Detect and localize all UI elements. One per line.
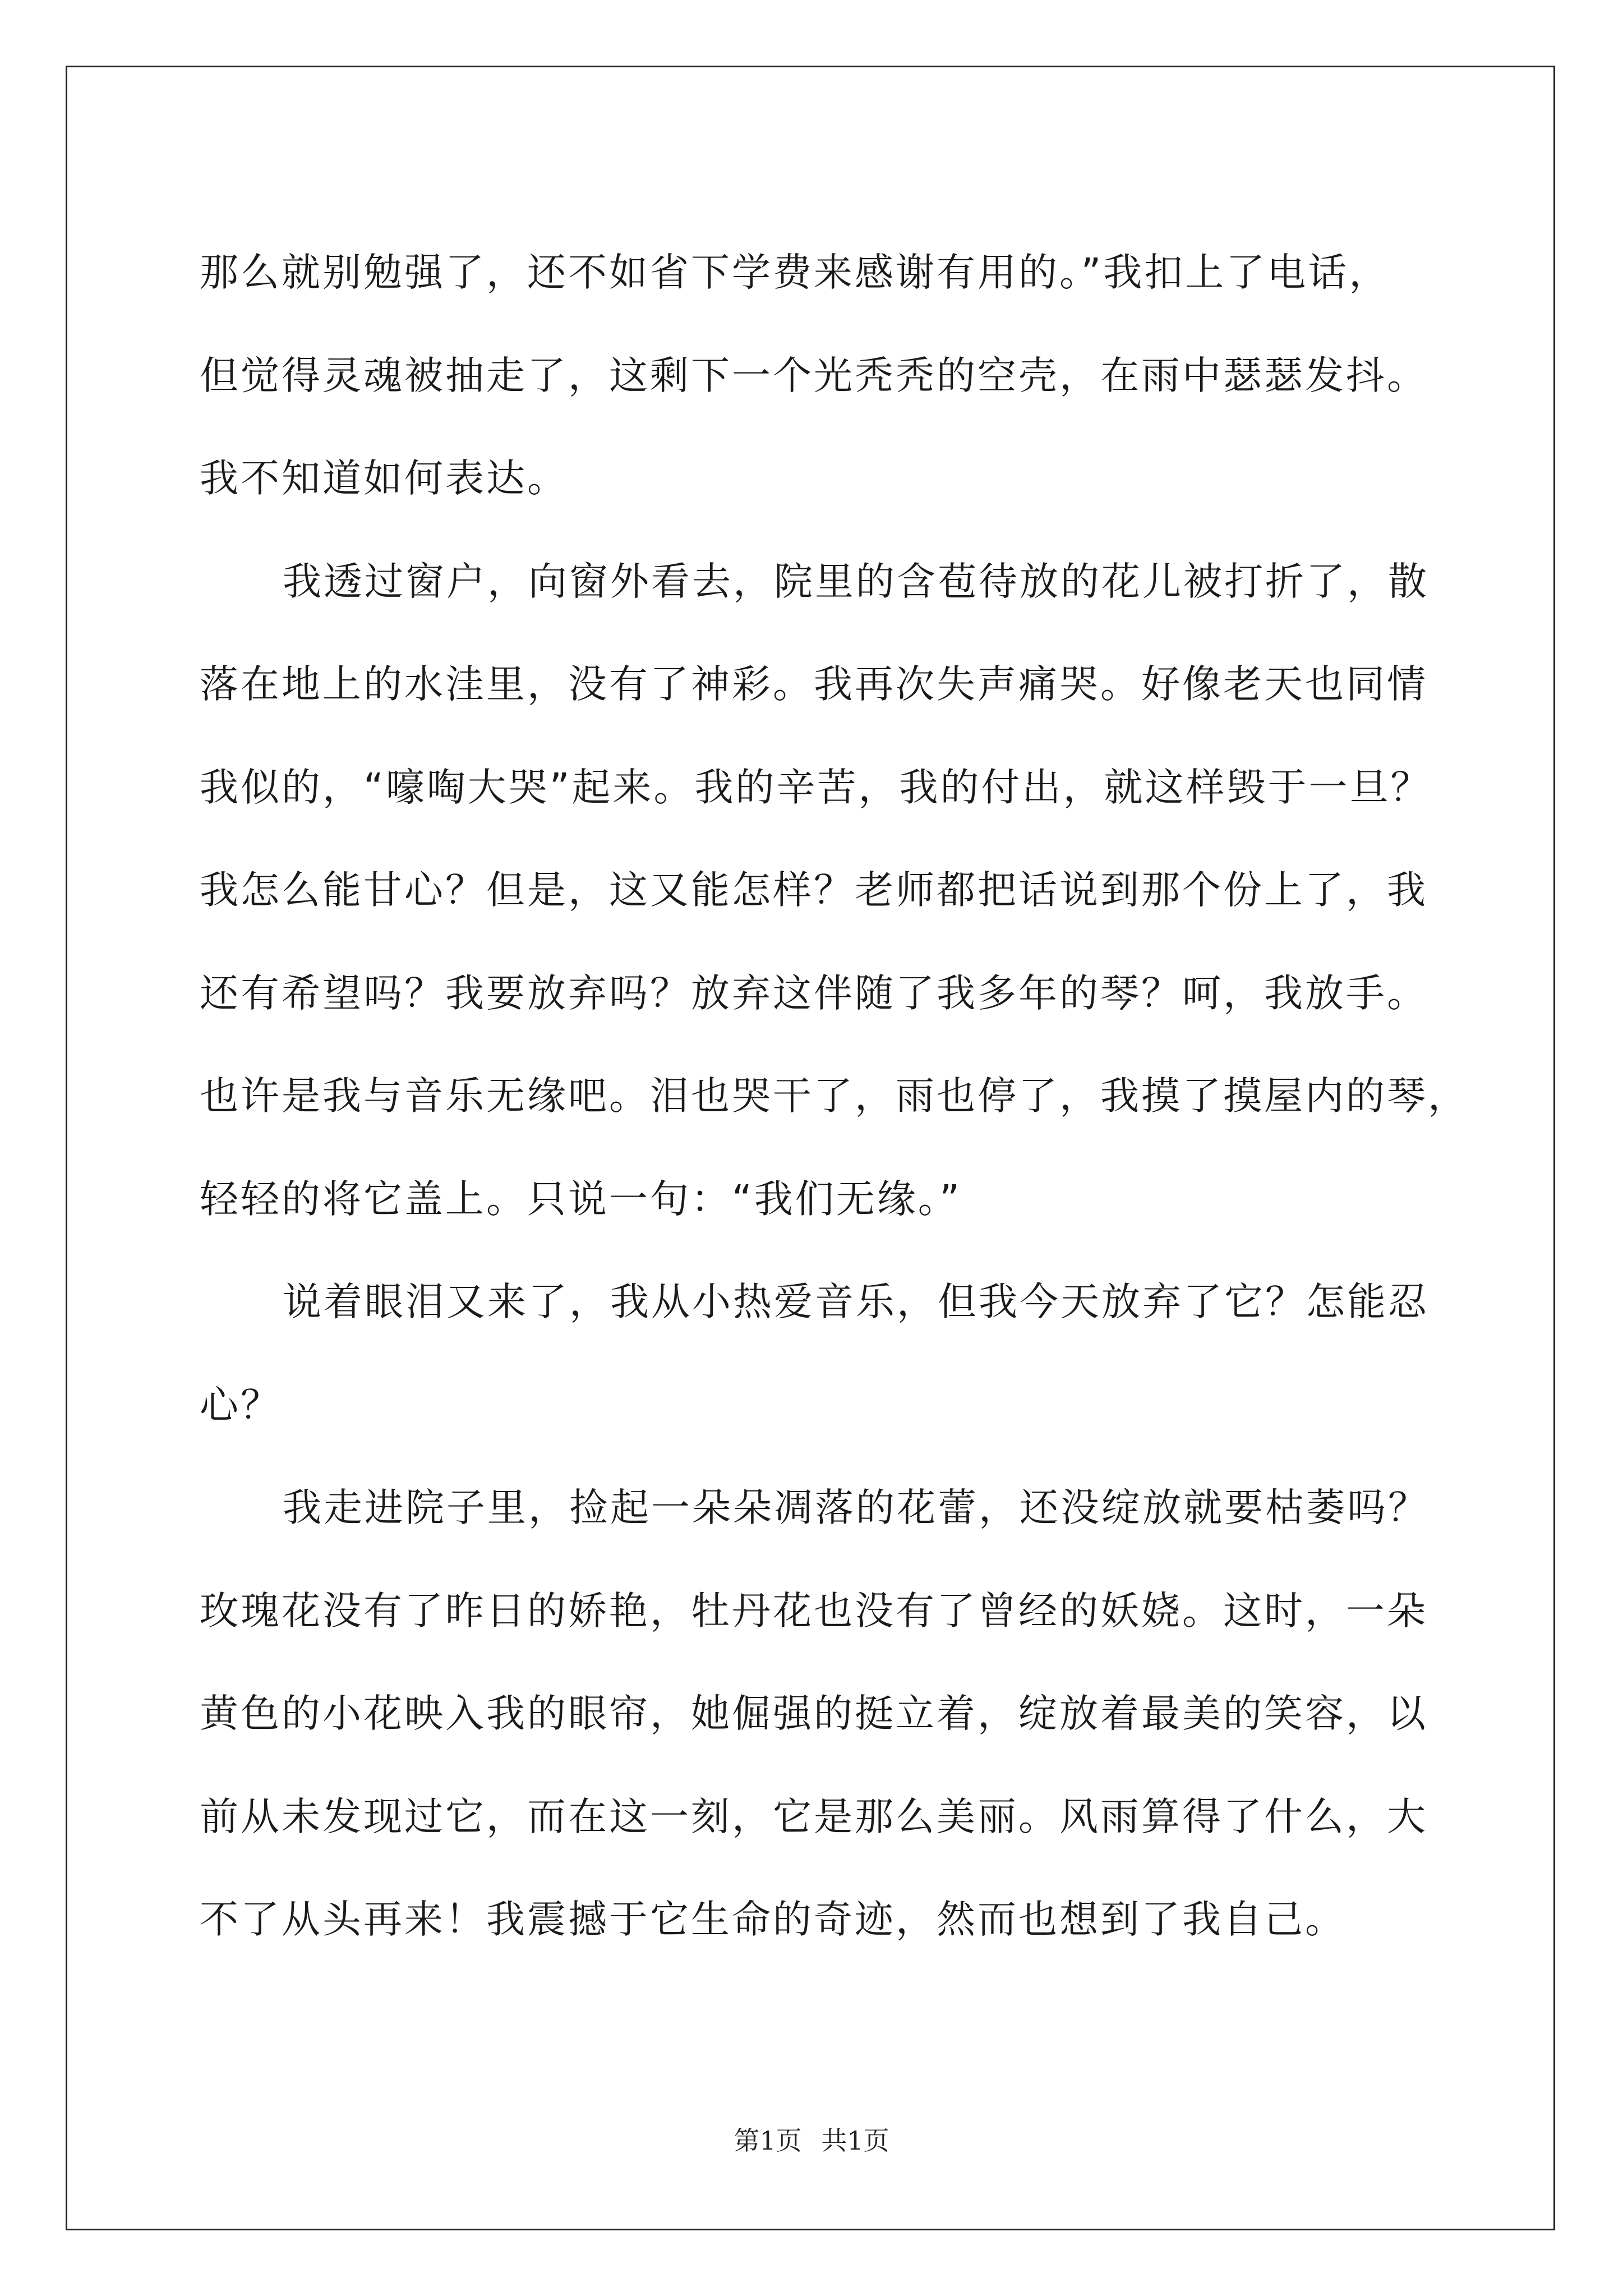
text-line: 我怎么能甘心？但是，这又能怎样？老师都把话说到那个份上了，我	[200, 868, 1428, 913]
paragraph	[200, 1251, 1467, 1457]
page-total: 共1页	[821, 2125, 889, 2156]
text-line: 心？	[200, 1382, 282, 1428]
paragraph	[200, 1457, 1467, 1972]
page-number: 第1页	[734, 2125, 802, 2156]
text-line: 我似的，“嚎啕大哭”起来。我的辛苦，我的付出，就这样毁于一旦？	[200, 765, 1432, 810]
text-line: 也许是我与音乐无缘吧。泪也哭干了，雨也停了，我摸了摸屋内的琴，	[200, 1074, 1469, 1119]
page-footer	[0, 2120, 1623, 2157]
text-line: 不了从头再来！我震撼于它生命的奇迹，然而也想到了我自己。	[200, 1897, 1346, 1942]
text-line: 黄色的小花映入我的眼帘，她倔强的挺立着，绽放着最美的笑容，以	[200, 1691, 1428, 1736]
text-line: 还有希望吗？我要放弃吗？放弃这伴随了我多年的琴？呵，我放手。	[200, 970, 1428, 1016]
paragraph	[200, 531, 1467, 1251]
text-line: 那么就别勉强了，还不如省下学费来感谢有用的。”我扣上了电话，	[200, 250, 1390, 295]
text-line: 说着眼泪又来了，我从小热爱音乐，但我今天放弃了它？怎能忍	[283, 1280, 1429, 1324]
text-line: 我走进院子里，捡起一朵朵凋落的花蕾，还没绽放就要枯萎吗？	[283, 1485, 1429, 1530]
text-line: 落在地上的水洼里，没有了神彩。我再次失声痛哭。好像老天也同情	[200, 662, 1428, 707]
text-line: 我透过窗户，向窗外看去，院里的含苞待放的花儿被打折了，散	[283, 559, 1429, 604]
text-line: 我不知道如何表达。	[200, 456, 568, 501]
text-line: 前从未发现过它，而在这一刻，它是那么美丽。风雨算得了什么，大	[200, 1794, 1428, 1839]
paragraph	[200, 222, 1467, 531]
text-line: 玫瑰花没有了昨日的娇艳，牡丹花也没有了曾经的妖娆。这时，一朵	[200, 1588, 1428, 1634]
text-line: 但觉得灵魂被抽走了，这剩下一个光秃秃的空壳，在雨中瑟瑟发抖。	[200, 353, 1428, 398]
text-line: 轻轻的将它盖上。只说一句：“我们无缘。”	[200, 1176, 962, 1222]
document-body	[200, 222, 1467, 1972]
